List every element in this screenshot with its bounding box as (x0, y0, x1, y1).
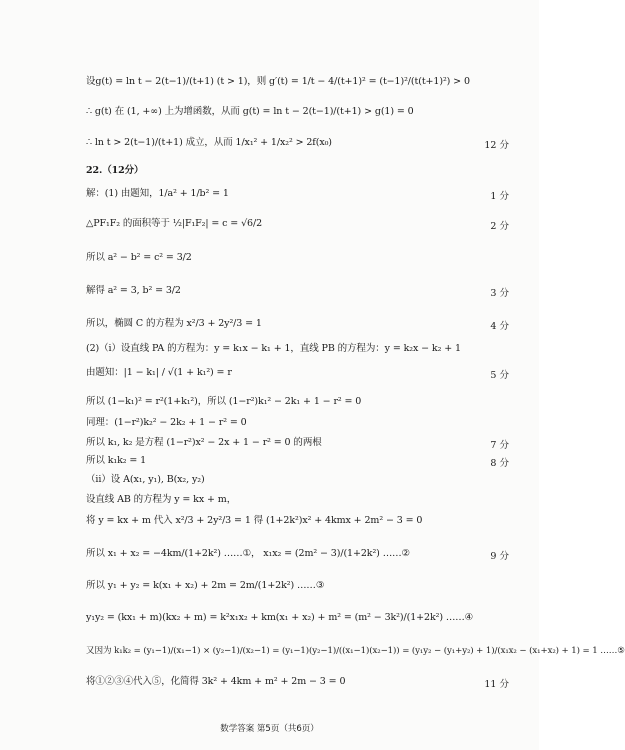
line-3: ∴ ln t > 2(t−1)/(t+1) 成立，从而 1/x₁² + 1/x₂² > 2f(x₀) (86, 137, 332, 148)
line-11: 由题知：|1 − k₁| / √(1 + k₁²) = r (86, 367, 232, 378)
line-19: 所以 x₁ + x₂ = −4km/(1+2k²) ……①， x₁x₂ = (2m² − 3)/(1+2k²) ……② (86, 548, 410, 559)
line-17: 设直线 AB 的方程为 y = kx + m， (86, 494, 237, 505)
line-18: 将 y = kx + m 代入 x²/3 + 2y²/3 = 1 得 (1+2k²)x² + 4kmx + 2m² − 3 = 0 (86, 515, 423, 526)
score-line-5: 1 分 (490, 191, 509, 202)
score-line-23: 11 分 (484, 679, 509, 690)
line-16: （ⅱ）设 A(x₁, y₁), B(x₂, y₂) (86, 474, 205, 485)
score-line-3: 12 分 (484, 140, 509, 151)
score-line-11: 5 分 (490, 370, 509, 381)
line-6: △PF₁F₂ 的面积等于 ½|F₁F₂| = c = √6/2 (86, 218, 263, 229)
line-14: 所以 k₁, k₂ 是方程 (1−r²)x² − 2x + 1 − r² = 0 的两根 (86, 437, 322, 448)
line-7: 所以 a² − b² = c² = 3/2 (86, 252, 192, 263)
line-22: 又因为 k₁k₂ = (y₁−1)/(x₁−1) × (y₂−1)/(x₂−1) = (y₁−1)(y₂−1)/((x₁−1)(x₂−1)) = (y₁y₂ − (y₁+y₂) + 1)/(x₁x₂ − (x₁+x₂) + 1) = 1 ……⑤ (86, 646, 625, 656)
line-12: 所以 (1−k₁)² = r²(1+k₁²)，所以 (1−r²)k₁² − 2k₁ + 1 − r² = 0 (86, 396, 362, 407)
score-line-9: 4 分 (490, 321, 509, 332)
line-15: 所以 k₁k₂ = 1 (86, 455, 147, 466)
line-2: ∴ g(t) 在 (1, +∞) 上为增函数，从而 g(t) = ln t − 2(t−1)/(t+1) > g(1) = 0 (86, 106, 414, 117)
line-20: 所以 y₁ + y₂ = k(x₁ + x₂) + 2m = 2m/(1+2k²) ……③ (86, 580, 325, 591)
score-line-19: 9 分 (490, 551, 509, 562)
line-13: 同理：(1−r²)k₂² − 2k₂ + 1 − r² = 0 (86, 417, 247, 428)
score-line-14: 7 分 (490, 440, 509, 451)
line-1: 设g(t) = ln t − 2(t−1)/(t+1) (t > 1)，则 g′(t) = 1/t − 4/(t+1)² = (t−1)²/(t(t+1)²) > 0 (86, 76, 470, 87)
score-line-15: 8 分 (490, 458, 509, 469)
line-23: 将①②③④代入⑤，化简得 3k² + 4km + m² + 2m − 3 = 0 (86, 676, 346, 687)
question-22-heading: 22.（12分） (86, 165, 144, 176)
line-5: 解：(1) 由题知，1/a² + 1/b² = 1 (86, 188, 229, 199)
line-8: 解得 a² = 3, b² = 3/2 (86, 285, 181, 296)
line-9: 所以，椭圆 C 的方程为 x²/3 + 2y²/3 = 1 (86, 318, 262, 329)
score-line-8: 3 分 (490, 288, 509, 299)
line-10: (2)（ⅰ）设直线 PA 的方程为：y = k₁x − k₁ + 1，直线 PB 的方程为：y = k₂x − k₂ + 1 (86, 343, 461, 354)
page-footer: 数学答案 第5页（共6页） (220, 724, 319, 734)
line-21: y₁y₂ = (kx₁ + m)(kx₂ + m) = k²x₁x₂ + km(x₁ + x₂) + m² = (m² − 3k²)/(1+2k²) ……④ (86, 612, 474, 623)
score-line-6: 2 分 (490, 221, 509, 232)
